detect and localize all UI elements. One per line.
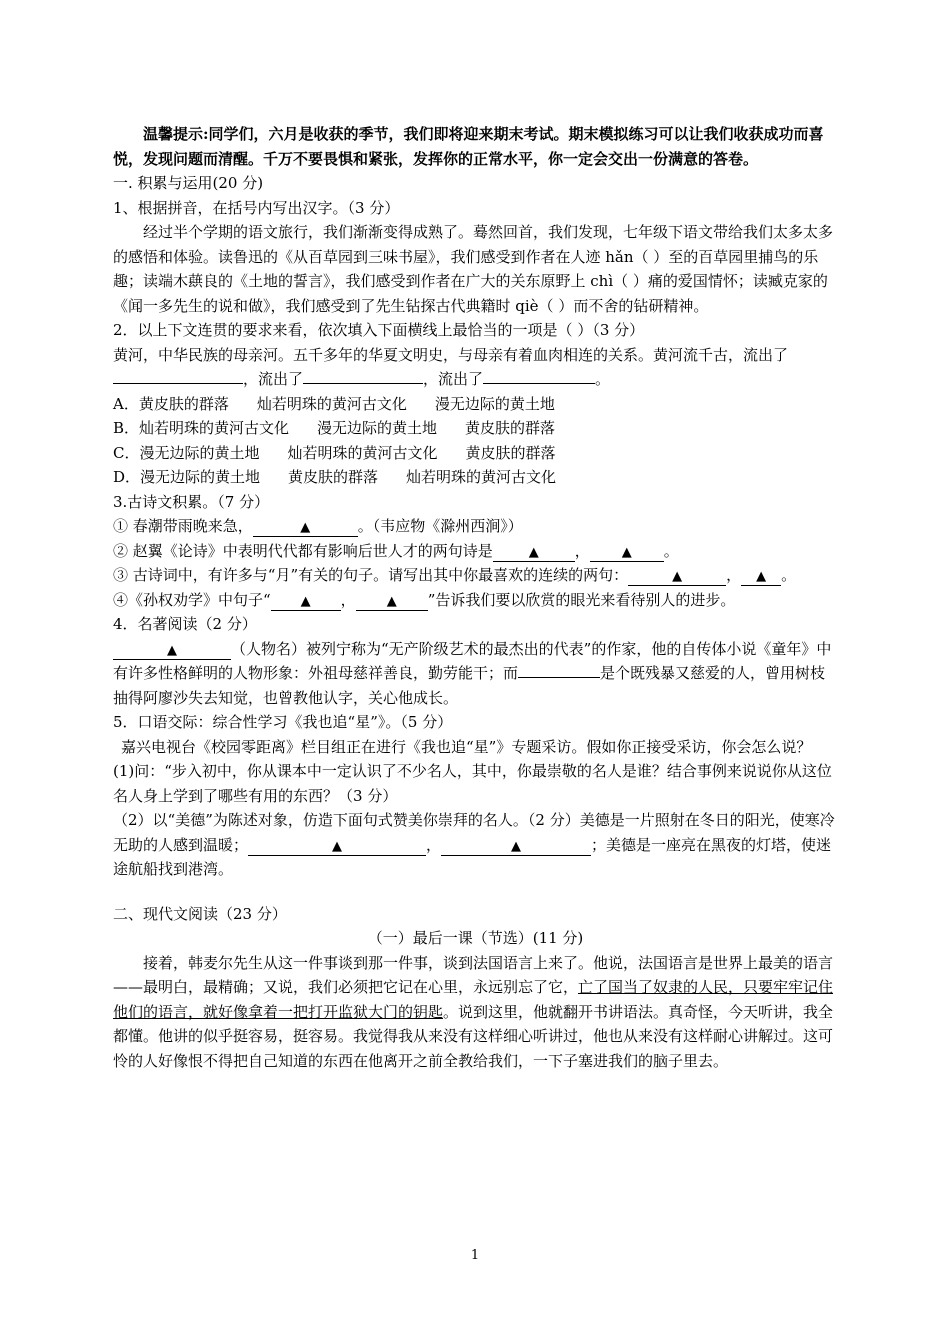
q2-text-a: 黄河，中华民族的母亲河。五千多年的华夏文明史，与母亲有着血肉相连的关系。黄河流千古，流出了	[113, 345, 789, 364]
q2-blank-3	[483, 383, 595, 384]
option-b-part-2: 漫无边际的黄土地	[317, 419, 438, 437]
answer-blank	[113, 641, 231, 660]
q5-sub-1: (1)问：“步入初中，你从课本中一定认识了不少名人，其中，你最崇敬的名人是谁？结合事例来说说你从这位名人身上学到了哪些有用的东西？（3 分）	[113, 762, 832, 805]
q2-blank-2	[303, 383, 423, 384]
answer-blank	[628, 567, 726, 586]
q5-sub-2: （2）以“美德”为陈述对象，仿造下面句式赞美你崇拜的名人。（2 分）美德是一片照射在冬日的阳光，使寒冷无助的人感到温暖； ▲ ， ▲ ；美德是一座亮在黑夜的灯塔，使迷途航船找到港湾。	[113, 811, 835, 878]
q2-option-a	[113, 392, 838, 417]
q2-text-d: 。	[595, 370, 611, 388]
q3-prompt: 3.古诗文积累。（7 分）	[113, 492, 270, 511]
q2-option-d	[113, 465, 838, 490]
answer-blank	[493, 543, 575, 562]
tip-label: 温馨提示:	[143, 125, 209, 143]
section2-title: 二、现代文阅读（23 分）	[113, 904, 287, 923]
triangle-marker: ▲	[300, 593, 311, 609]
tip-text: 同学们，六月是收获的季节，我们即将迎来期末考试。期末模拟练习可以让我们收获成功而喜悦，发现问题而清醒。千万不要畏惧和紧张，发挥你的正常水平，你一定会交出一份满意的答卷。	[113, 125, 824, 168]
answer-blank	[441, 837, 591, 856]
option-a-part-2: 灿若明珠的黄河古文化	[256, 394, 407, 413]
option-a-part-1: A．黄皮肤的群落	[113, 394, 229, 413]
q2-blank-1	[113, 383, 243, 384]
answer-blank	[741, 567, 781, 586]
q1-passage: 经过半个学期的语文旅行，我们渐渐变得成熟了。蓦然回首，我们发现，七年级下语文带给我们太多太多的感悟和体验。读鲁迅的《从百草园到三味书屋》，我们感受到作者在人迹 hǎn（ ）至的百草园里捕鸟的乐趣；读端木蕻良的《土地的誓言》，我们感受到作者在广大的关东原野上 chì（ ）痛的爱国情怀；读臧克家的《闻一多先生的说和做》，我们感受到了先生钻探古代典籍时 qiè（ ）而不舍的钻研精神。	[113, 223, 834, 315]
page-content	[113, 122, 838, 1073]
triangle-marker: ▲	[672, 569, 683, 584]
section2-subtitle: （一）最后一课（节选）(11 分)	[367, 929, 584, 947]
q3-line-1: ① 春潮带雨晚来急， ▲ 。（韦应物《滁州西涧》）	[113, 517, 523, 535]
q2-prompt: 2．以上下文连贯的要求来看，依次填入下面横线上最恰当的一项是（ ）（3 分）	[113, 321, 645, 339]
option-c-part-3: 黄皮肤的群落	[465, 443, 556, 462]
answer-blank	[253, 518, 358, 537]
answer-blank	[271, 592, 341, 611]
triangle-marker: ▲	[167, 642, 177, 658]
option-d-part-2: 黄皮肤的群落	[288, 468, 379, 486]
triangle-marker: ▲	[621, 544, 632, 560]
answer-blank	[518, 677, 600, 678]
section2-passage: 接着，韩麦尔先生从这一件事谈到那一件事，谈到法国语言上来了。他说，法国语言是世界上最美的语言——最明白，最精确；又说，我们必须把它记在心里，永远别忘了它，亡了国当了奴隶的人民，只要牢牢记住他们的语言，就好像拿着一把打开监狱大门的钥匙。说到这里，他就翻开书讲语法。真奇怪，今天听讲，我全都懂。他讲的似乎挺容易，挺容易。我觉得我从来没有这样细心听讲过，他也从来没有这样耐心讲解过。这可怜的人好像恨不得把自己知道的东西在他离开之前全教给我们，一下子塞进我们的脑子里去。	[113, 953, 834, 1070]
q1-prompt: 1、根据拼音，在括号内写出汉字。（3 分）	[113, 198, 400, 217]
q2-text-c: ，流出了	[423, 370, 484, 388]
triangle-marker: ▲	[386, 593, 397, 609]
q3-line-3: ③ 古诗词中，有许多与“月”有关的句子。请写出其中你最喜欢的连续的两句： ▲ ， ▲ 。	[113, 566, 797, 584]
page-number: 1	[470, 1248, 480, 1263]
q4-passage: ▲ （人物名）被列宁称为“无产阶级艺术的最杰出的代表”的作家，他的自传体小说《童年》中有许多性格鲜明的人物形象：外祖母慈祥善良，勤劳能干；而 是个既残暴又慈爱的人，曾用树枝抽得阿廖沙失去知觉，也曾教他认字，关心他成长。	[113, 639, 832, 707]
option-a-part-3: 漫无边际的黄土地	[434, 394, 555, 413]
q3-line-4: ④《孙权劝学》中句子“ ▲ ， ▲ ”告诉我们要以欣赏的眼光来看待别人的进步。	[113, 590, 736, 609]
underlined-sentence: 亡了国当了奴隶的人民，只要牢牢记住他们的语言，就好像拿着一把打开监狱大门的钥匙	[113, 978, 834, 1021]
option-c-part-1: C．漫无边际的黄土地	[113, 443, 260, 462]
q2-option-c	[113, 441, 838, 466]
triangle-marker: ▲	[511, 838, 522, 854]
tip-paragraph	[113, 122, 838, 171]
q2-option-b	[113, 416, 838, 441]
option-d-part-1: D．漫无边际的黄土地	[113, 468, 261, 486]
option-c-part-2: 灿若明珠的黄河古文化	[287, 443, 438, 462]
answer-blank	[356, 592, 428, 611]
q3-line-2: ② 赵翼《论诗》中表明代代都有影响后世人才的两句诗是 ▲ ， ▲ 。	[113, 541, 679, 560]
option-b-part-1: B．灿若明珠的黄河古文化	[113, 419, 290, 437]
q4-prompt: 4．名著阅读（2 分）	[113, 615, 257, 633]
option-b-part-3: 黄皮肤的群落	[465, 419, 556, 437]
triangle-marker: ▲	[756, 569, 767, 584]
q2-text-b: ，流出了	[243, 370, 304, 388]
q2-passage	[113, 343, 838, 392]
triangle-marker: ▲	[332, 838, 343, 854]
triangle-marker: ▲	[300, 520, 311, 535]
q5-intro: 嘉兴电视台《校园零距离》栏目组正在进行《我也追“星”》专题采访。假如你正接受采访，你会怎么说？	[121, 737, 812, 756]
q5-prompt: 5．口语交际：综合性学习《我也追“星”》。（5 分）	[113, 713, 453, 731]
answer-blank	[248, 837, 426, 856]
answer-blank	[590, 543, 664, 562]
triangle-marker: ▲	[528, 544, 539, 560]
option-d-part-3: 灿若明珠的黄河古文化	[406, 468, 557, 486]
section1-title: 一. 积累与运用(20 分)	[113, 174, 264, 192]
